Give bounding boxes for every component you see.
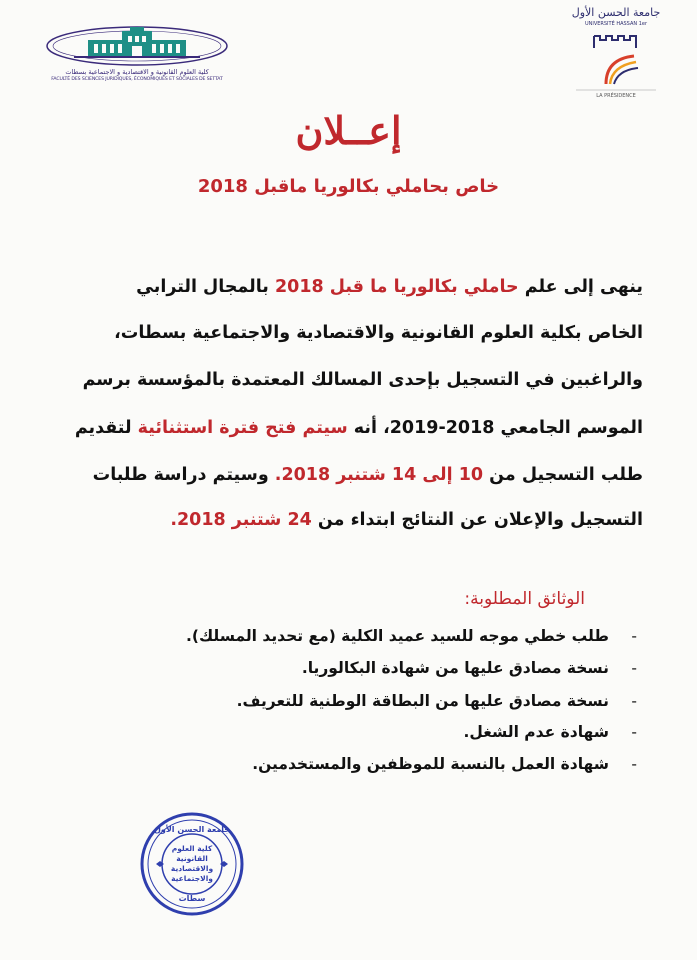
faculty-name-fr: FACULTÉ DES SCIENCES JURIDIQUES, ÉCONOMIQUES ET SOCIALES DE SETTAT [51, 77, 223, 82]
body-line-1-highlight: حاملي بكالوريا ما قبل 2018 [274, 277, 519, 297]
body-line-4-b: لتقديم [74, 418, 132, 438]
body-line-5 [93, 465, 643, 485]
body-line-5-a: طلب التسجيل من [489, 465, 643, 485]
body-line-4-a: الموسم الجامعي 2018-2019، أنه [353, 418, 643, 438]
university-emblem-icon [566, 4, 666, 104]
document-item: - شهادة العمل بالنسبة للموظفين والمستخدمين. [252, 755, 609, 773]
document-item: - نسخة مصادق عليها من شهادة البكالوريا. [302, 659, 609, 677]
body-line-6-a: التسجيل والإعلان عن النتائج ابتداء من [317, 510, 643, 530]
body-line-1-b: بالمجال الترابي [136, 277, 269, 297]
documents-title: الوثائق المطلوبة: [464, 589, 585, 609]
body-line-4 [75, 418, 643, 438]
document-item: - نسخة مصادق عليها من البطاقة الوطنية للتعريف. [237, 692, 609, 710]
document-item: - طلب خطي موجه للسيد عميد الكلية (مع تحديد المسلك). [186, 627, 609, 645]
body-line-5-highlight: 10 إلى 14 شتنبر 2018. [274, 465, 484, 485]
body-line-1-a: ينهى إلى علم [524, 277, 643, 297]
announcement-subtitle: خاص بحاملي بكالوريا ماقبل 2018 [197, 176, 500, 197]
body-line-4-highlight: سيتم فتح فترة استثنائية [137, 418, 348, 438]
body-line-6-highlight: 24 شتنبر 2018. [170, 510, 312, 530]
body-line-6 [170, 510, 643, 530]
official-stamp [138, 810, 246, 918]
announcement-title: إعــلان [295, 108, 402, 153]
body-line-2: الخاص بكلية العلوم القانونية والاقتصادية والاجتماعية بسطات، [114, 323, 643, 343]
faculty-building-icon [44, 22, 230, 68]
faculty-logo [44, 22, 230, 84]
stamp-center-text: كلية العلوم القانونية والاقتصادية والاجتماعية [170, 844, 214, 883]
university-name-fr: UNIVERSITÉ HASSAN 1er [584, 21, 648, 27]
university-logo [566, 4, 666, 104]
stamp-ring-text: جامعة الحسن الأول [153, 825, 231, 834]
presidence-label: LA PRÉSIDENCE [596, 93, 636, 99]
body-line-1 [136, 277, 643, 297]
stamp-city-text: سطات [178, 894, 206, 903]
body-line-3: والراغبين في التسجيل بإحدى المسالك المعتمدة بالمؤسسة برسم [82, 370, 643, 390]
university-name-ar: جامعة الحسن الأول [571, 6, 661, 19]
document-item: - شهادة عدم الشغل. [464, 723, 609, 741]
body-line-5-b: وسيتم دراسة طلبات [92, 465, 269, 485]
faculty-name-ar: كلية العلوم القانونية و الاقتصادية و الاجتماعية بسطات [65, 68, 209, 76]
